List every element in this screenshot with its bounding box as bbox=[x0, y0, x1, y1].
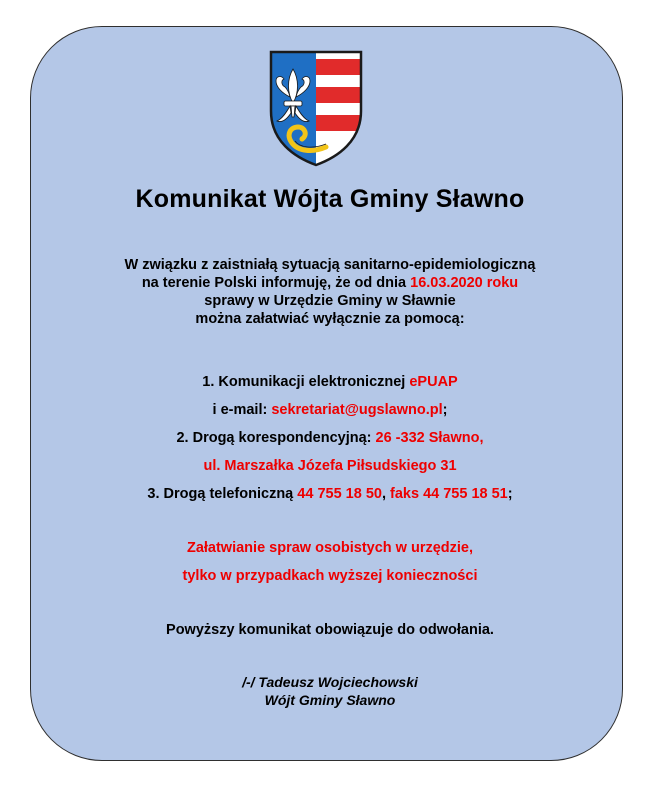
intro-paragraph bbox=[0, 256, 660, 328]
street-address: ul. Marszałka Józefa Piłsudskiego 31 bbox=[203, 458, 457, 474]
warning-notice bbox=[0, 534, 660, 590]
validity-statement: Powyższy komunikat obowiązuje do odwołania. bbox=[166, 622, 494, 638]
intro-line-2-text: na terenie Polski informuję, że od dnia bbox=[141, 275, 411, 291]
list-item-email bbox=[0, 396, 660, 424]
intro-line-2 bbox=[0, 274, 660, 292]
list-item-electronic-label: 1. Komunikacji elektronicznej bbox=[202, 374, 410, 390]
email-link[interactable]: sekretariat@ugslawno.pl bbox=[271, 402, 443, 418]
contact-methods-list bbox=[0, 368, 660, 508]
page-title: Komunikat Wójta Gminy Sławno bbox=[135, 185, 525, 213]
list-item-electronic bbox=[0, 368, 660, 396]
signature-name: /-/ Tadeusz Wojciechowski bbox=[242, 674, 418, 690]
fax-number: faks 44 755 18 51 bbox=[390, 486, 508, 502]
phone-label: 3. Drogą telefoniczną bbox=[147, 486, 298, 502]
phone-suffix: ; bbox=[507, 486, 513, 502]
list-item-phone bbox=[0, 480, 660, 508]
postal-code: 26 -332 Sławno, bbox=[375, 430, 484, 446]
postal-label: 2. Drogą korespondencyjną: bbox=[176, 430, 376, 446]
signature-block bbox=[0, 673, 660, 709]
email-suffix: ; bbox=[442, 402, 448, 418]
signature-role: Wójt Gminy Sławno bbox=[264, 692, 396, 708]
phone-number[interactable]: 44 755 18 50 bbox=[297, 486, 382, 502]
warning-line-2: tylko w przypadkach wyższej konieczności bbox=[182, 568, 478, 584]
effective-date: 16.03.2020 roku bbox=[410, 275, 519, 291]
phone-separator: , bbox=[381, 486, 391, 502]
email-label: i e-mail: bbox=[212, 402, 272, 418]
intro-line-3: sprawy w Urzędzie Gminy w Sławnie bbox=[204, 293, 456, 309]
intro-line-1: W związku z zaistniałą sytuacją sanitarno-epidemiologiczną bbox=[124, 257, 536, 273]
epuap-link[interactable]: ePUAP bbox=[409, 374, 458, 390]
intro-line-4: można załatwiać wyłącznie za pomocą: bbox=[195, 311, 465, 327]
coat-of-arms-icon bbox=[268, 49, 364, 167]
list-item-postal bbox=[0, 424, 660, 452]
warning-line-1: Załatwianie spraw osobistych w urzędzie, bbox=[186, 540, 474, 556]
